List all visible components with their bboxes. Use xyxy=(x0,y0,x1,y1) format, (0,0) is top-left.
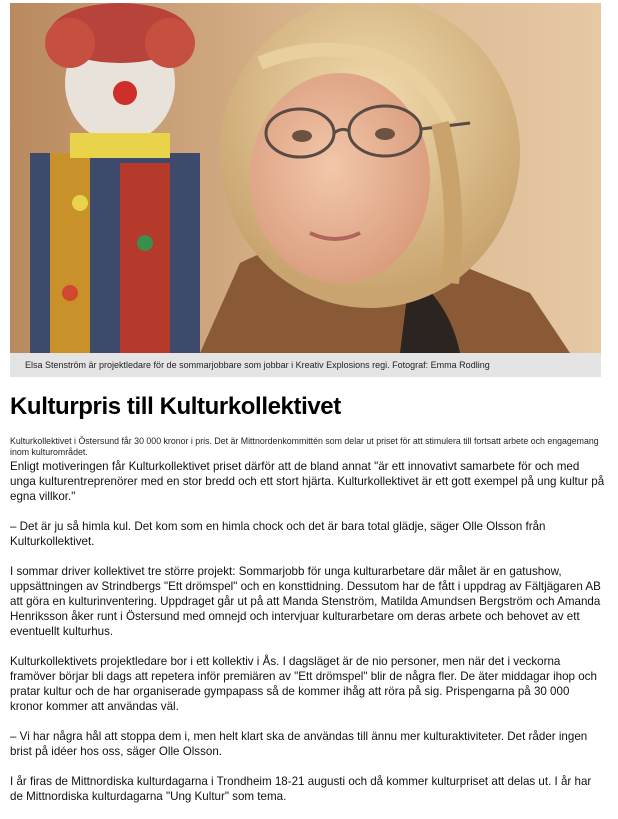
article-ingress: Kulturkollektivet i Östersund får 30 000 kronor i pris. Det är Mittnordenkommittén som delar ut priset för att stimulera till fortsatt arbete och engagemang inom kulturområdet. xyxy=(10,436,599,457)
article-body xyxy=(10,459,605,819)
clown-figure xyxy=(30,3,200,353)
article-paragraph: Kulturkollektivets projektledare bor i ett kollektiv i Ås. I dagsläget är de nio personer, men när det i veckorna framöver börjar bli dags att repetera inför premiären av "Ett drömspel" blir de några fler. De äter middagar ihop och pratar kultur och de har organiserade gympapass så de kommer ihåg att röra på sig. Prispengarna på 30 000 kronor kommer att användas väl. xyxy=(10,655,597,713)
article-paragraph: Enligt motiveringen får Kulturkollektivet priset därför att de bland annat "är ett innovativt samarbete för och med unga kulturentreprenörer med en stor bredd och ett stort hjärta. Kulturkollektivet är ett gott exempel på ung kultur på egna villkor." xyxy=(10,460,605,503)
photo-caption: Elsa Stenström är projektledare för de sommarjobbare som jobbar i Kreativ Explosions regi. Fotograf: Emma Rodling xyxy=(10,353,601,377)
article-paragraph: I år firas de Mittnordiska kulturdagarna i Trondheim 18-21 augusti och då kommer kulturpriset att delas ut. I år har de Mittnordiska kulturdagarna "Ung Kultur" som tema. xyxy=(10,775,592,803)
article-paragraph: – Vi har några hål att stoppa dem i, men helt klart ska de användas till ännu mer kulturaktiviteter. Det råder ingen brist på idéer hos oss, säger Olle Olsson. xyxy=(10,730,588,758)
article-paragraph: I sommar driver kollektivet tre större projekt: Sommarjobb för unga kulturarbetare där målet är en gatushow, uppsättningen av Strindbergs "Ett drömspel" och en konsttidning. Dessutom har de fått i uppdrag av Fältjägaren AB att göra en kulturinventering. Uppdraget går ut på att Manda Stenström, Matilda Amundsen Bergström och Amanda Henriksson åker runt i Östersund med omnejd och intervjuar kulturarbetare om deras arbete och behovet av ett eventuellt kulturhus. xyxy=(10,565,601,638)
article-photo xyxy=(10,3,601,353)
article-title: Kulturpris till Kulturkollektivet xyxy=(10,393,341,420)
article-paragraph: – Det är ju så himla kul. Det kom som en himla chock och det är bara total glädje, säger Olle Olsson från Kulturkollektivet. xyxy=(10,520,546,548)
